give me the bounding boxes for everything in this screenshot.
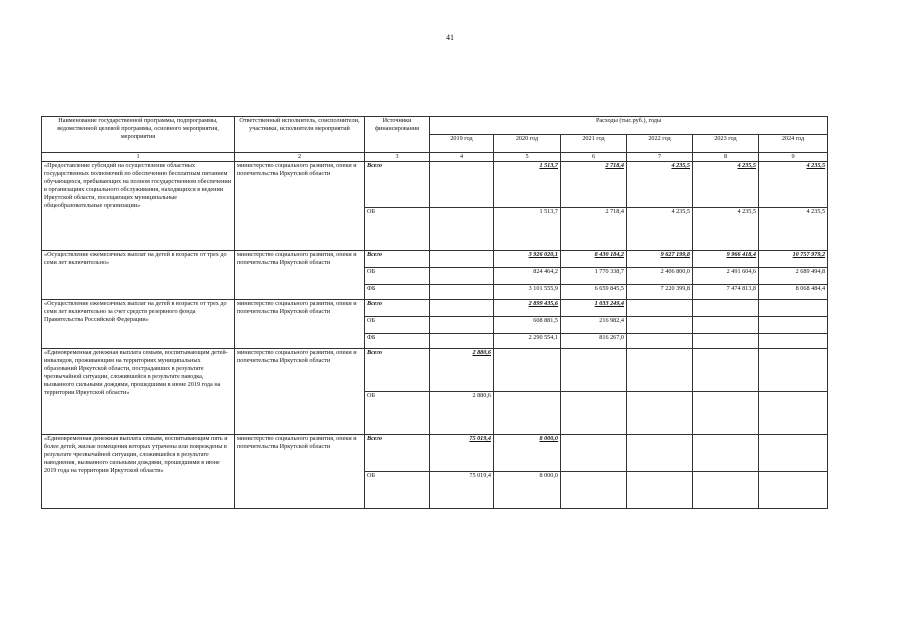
funding-source: Всего: [365, 162, 430, 208]
measure-executor: министерство социального развития, опеки и попечительства Иркутской области: [235, 251, 365, 300]
expense-value: [561, 392, 627, 435]
expense-value: 2 880,6: [430, 392, 494, 435]
expense-value: [693, 349, 759, 392]
expense-value: 8 068 484,4: [759, 285, 828, 300]
expense-value: 1 033 249,4: [561, 300, 627, 317]
funding-source: Всего: [365, 435, 430, 472]
funding-source: ОБ: [365, 472, 430, 509]
funding-source: ОБ: [365, 317, 430, 334]
column-number: 6: [561, 153, 627, 162]
expense-value: [430, 251, 494, 268]
expense-value: [759, 392, 828, 435]
expense-value: 4 235,5: [627, 208, 693, 251]
expense-value: 2 718,4: [561, 208, 627, 251]
measure-executor: министерство социального развития, опеки и попечительства Иркутской области: [235, 162, 365, 251]
expense-value: [627, 349, 693, 392]
expense-value: 4 235,5: [759, 208, 828, 251]
funding-source: ОБ: [365, 208, 430, 251]
expense-value: 7 220 399,8: [627, 285, 693, 300]
expense-value: 8 000,0: [494, 435, 561, 472]
table-row: [42, 251, 828, 268]
header-year: 2020 год: [494, 135, 561, 153]
table-row: [42, 162, 828, 208]
expense-value: 2 406 800,0: [627, 268, 693, 285]
expense-value: [494, 392, 561, 435]
expense-value: 608 881,5: [494, 317, 561, 334]
table-row: [42, 349, 828, 392]
expense-value: [693, 317, 759, 334]
expense-value: [430, 285, 494, 300]
expense-value: [627, 435, 693, 472]
expense-value: [627, 334, 693, 349]
funding-source: ФБ: [365, 334, 430, 349]
column-number: 2: [235, 153, 365, 162]
expense-value: [759, 472, 828, 509]
expense-value: 216 982,4: [561, 317, 627, 334]
column-number: 4: [430, 153, 494, 162]
expense-value: 4 235,5: [693, 162, 759, 208]
measure-name: «Осуществление ежемесячных выплат на детей в возрасте от трех до семи лет включительно»: [42, 251, 235, 300]
expense-value: [561, 349, 627, 392]
funding-source: ФБ: [365, 285, 430, 300]
header-year: 2021 год: [561, 135, 627, 153]
expense-value: 2 689 494,8: [759, 268, 828, 285]
measure-executor: министерство социального развития, опеки и попечительства Иркутской области: [235, 300, 365, 349]
expense-value: 1 513,7: [494, 208, 561, 251]
funding-source: Всего: [365, 251, 430, 268]
header-executor-column: Ответственный исполнитель, соисполнители, участники, исполнители мероприятий: [235, 117, 365, 153]
expense-value: [693, 334, 759, 349]
expense-value: 2 880,6: [430, 349, 494, 392]
measure-executor: министерство социального развития, опеки и попечительства Иркутской области: [235, 435, 365, 509]
measure-name: «Осуществление ежемесячных выплат на детей в возрасте от трех до семи лет включительно за счет средств резервного фонда Правительства Российской Федерации»: [42, 300, 235, 349]
expenses-table: [41, 116, 828, 509]
expense-value: 75 019,4: [430, 435, 494, 472]
expense-value: [627, 392, 693, 435]
expense-value: 2 718,4: [561, 162, 627, 208]
column-number: 7: [627, 153, 693, 162]
column-number: 8: [693, 153, 759, 162]
expense-value: [561, 435, 627, 472]
header-year: 2022 год: [627, 135, 693, 153]
expense-value: 1 770 338,7: [561, 268, 627, 285]
table-row: [42, 435, 828, 472]
expense-value: 824 464,2: [494, 268, 561, 285]
expense-value: [759, 334, 828, 349]
header-year: 2023 год: [693, 135, 759, 153]
expense-value: 2 290 554,1: [494, 334, 561, 349]
measure-name: «Единовременная денежная выплата семьям, воспитывающим детей-инвалидов, проживающим на территориях муниципальных образований Иркутской области, пострадавших в результате чрезвычайной ситуации, сложившейся в результате паводка, вызванного сильными дождями, прошедшими в июне 2019 года на территории Иркутской области»: [42, 349, 235, 435]
header-name-column: Наименование государственной программы, подпрограммы, ведомственной целевой программы, основного мероприятия, мероприятия: [42, 117, 235, 153]
expense-value: [693, 435, 759, 472]
expense-value: [693, 392, 759, 435]
expense-value: 2 491 604,6: [693, 268, 759, 285]
funding-source: Всего: [365, 300, 430, 317]
expense-value: 4 235,5: [759, 162, 828, 208]
funding-source: Всего: [365, 349, 430, 392]
expense-value: 8 430 184,2: [561, 251, 627, 268]
funding-source: ОБ: [365, 392, 430, 435]
expense-value: [759, 317, 828, 334]
table-row: [42, 300, 828, 317]
expense-value: 3 101 555,9: [494, 285, 561, 300]
expense-value: 8 000,0: [494, 472, 561, 509]
funding-source: ОБ: [365, 268, 430, 285]
measure-name: «Единовременная денежная выплата семьям, воспитывающим пять и более детей, жилые помещения которых утрачены или повреждены в результате чрезвычайной ситуации, сложившейся в результате наводнения, вызванного сильными дождями, прошедшими в июне 2019 года на территории Иркутской области»: [42, 435, 235, 509]
column-number: 9: [759, 153, 828, 162]
expense-value: [430, 300, 494, 317]
expense-value: [759, 349, 828, 392]
expense-value: [430, 162, 494, 208]
expense-value: [494, 349, 561, 392]
expense-value: 2 899 435,6: [494, 300, 561, 317]
header-year: 2024 год: [759, 135, 828, 153]
expense-value: [627, 300, 693, 317]
measure-executor: министерство социального развития, опеки и попечительства Иркутской области: [235, 349, 365, 435]
expense-value: [561, 472, 627, 509]
expense-value: [430, 317, 494, 334]
column-number: 1: [42, 153, 235, 162]
header-source-column: Источники финансирования: [365, 117, 430, 153]
expense-value: 9 627 199,8: [627, 251, 693, 268]
expense-value: [430, 208, 494, 251]
expense-value: [430, 334, 494, 349]
expense-value: 3 926 020,1: [494, 251, 561, 268]
expense-value: [759, 300, 828, 317]
measure-name: «Предоставление субсидий на осуществление областных государственных полномочий по обеспечению бесплатным питанием обучающихся, пребывающих на полном государственном обеспечении в организациях социального обслуживания, находящихся в ведении Иркутской области, посещающих муниципальные общеобразовательные организации»: [42, 162, 235, 251]
expense-value: 1 513,7: [494, 162, 561, 208]
expense-value: 75 019,4: [430, 472, 494, 509]
expense-value: [693, 472, 759, 509]
expense-value: [430, 268, 494, 285]
expense-value: 816 267,0: [561, 334, 627, 349]
expense-value: 10 757 979,2: [759, 251, 828, 268]
header-expenses: Расходы (тыс.руб.), годы: [430, 117, 828, 135]
page-number: 41: [446, 33, 454, 42]
expense-value: 7 474 813,8: [693, 285, 759, 300]
column-number: 3: [365, 153, 430, 162]
expense-value: [759, 435, 828, 472]
column-number: 5: [494, 153, 561, 162]
expense-value: [627, 317, 693, 334]
expense-value: 6 659 845,5: [561, 285, 627, 300]
expense-value: [693, 300, 759, 317]
expense-value: 9 966 418,4: [693, 251, 759, 268]
expense-value: [627, 472, 693, 509]
expense-value: 4 235,5: [627, 162, 693, 208]
expense-value: 4 235,5: [693, 208, 759, 251]
header-year: 2019 год: [430, 135, 494, 153]
